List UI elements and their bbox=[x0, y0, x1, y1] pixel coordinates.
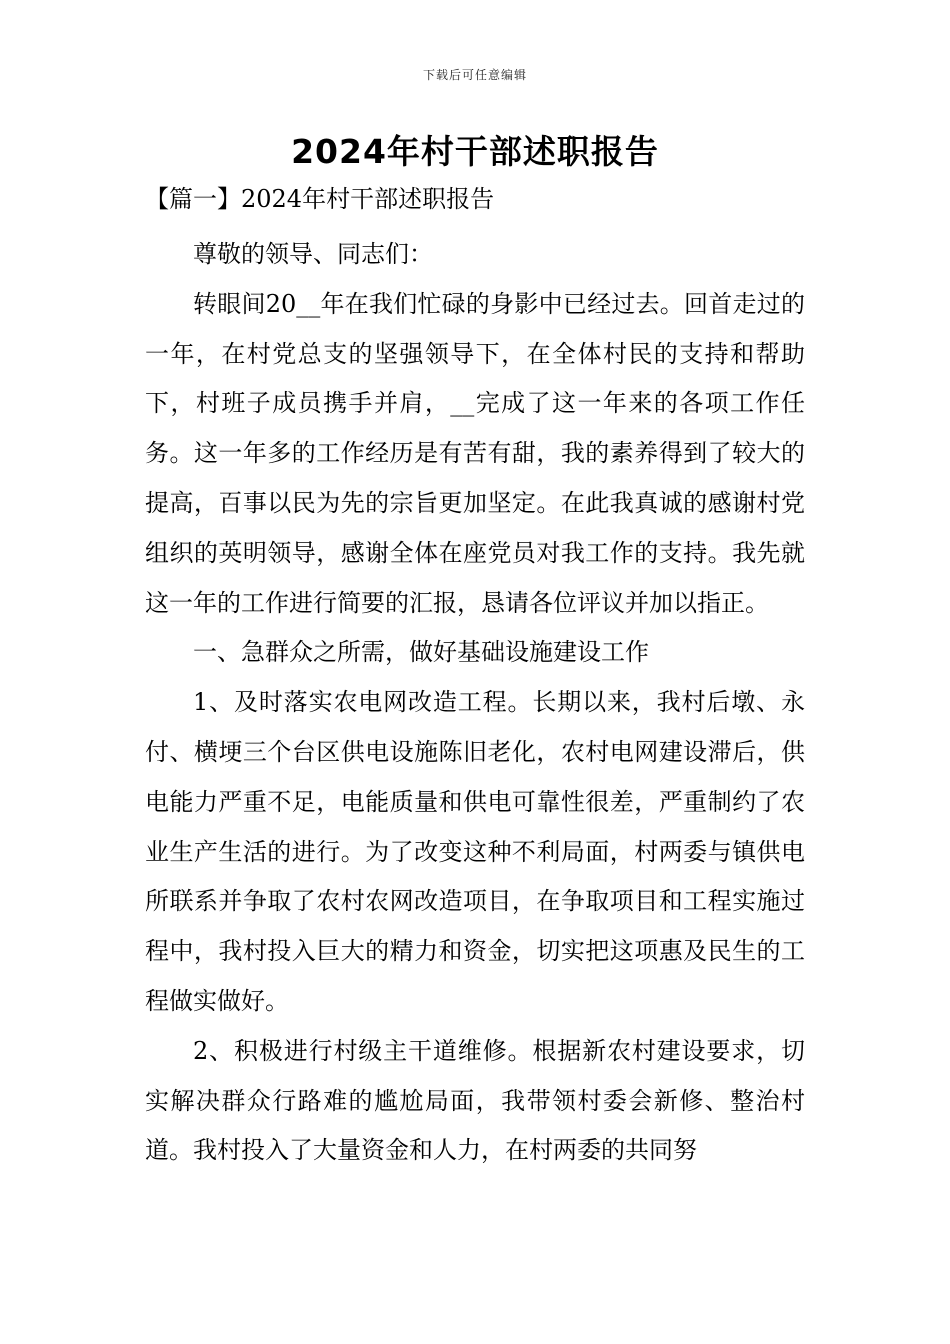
header-note: 下载后可任意编辑 bbox=[422, 68, 527, 82]
section-title: 【篇一】2024年村干部述职报告 bbox=[145, 185, 495, 213]
intro-paragraph: 转眼间20__年在我们忙碌的身影中已经过去。回首走过的一年，在村党总支的坚强领导下，在全体村民的支持和帮助下，村班子成员携手并肩，__完成了这一年来的各项工作任务。这一年多的工作经历是有苦有甜，我的素养得到了较大的提高，百事以民为先的宗旨更加坚定。在此我真诚的感谢村党组织的英明领导，感谢全体在座党员对我工作的支持。我先就这一年的工作进行简要的汇报，恳请各位评议并加以指正。 bbox=[145, 289, 805, 617]
heading-paragraph: 一、急群众之所需，做好基础设施建设工作 bbox=[193, 638, 649, 667]
document-title: 2024年村干部述职报告 bbox=[291, 132, 659, 171]
salutation-paragraph: 尊敬的领导、同志们： bbox=[193, 240, 433, 268]
document-body bbox=[145, 230, 805, 1176]
item-1-paragraph: 1、及时落实农电网改造工程。长期以来，我村后墩、永付、横埂三个台区供电设施陈旧老化，农村电网建设滞后，供电能力严重不足，电能质量和供电可靠性很差，严重制约了农业生产生活的进行。为了改变这种不利局面，村两委与镇供电所联系并争取了农村农网改造项目，在争取项目和工程实施过程中，我村投入巨大的精力和资金，切实把这项惠及民生的工程做实做好。 bbox=[145, 688, 805, 1015]
item-2-paragraph: 2、积极进行村级主干道维修。根据新农村建设要求，切实解决群众行路难的尴尬局面，我带领村委会新修、整治村道。我村投入了大量资金和人力，在村两委的共同努 bbox=[145, 1036, 805, 1165]
